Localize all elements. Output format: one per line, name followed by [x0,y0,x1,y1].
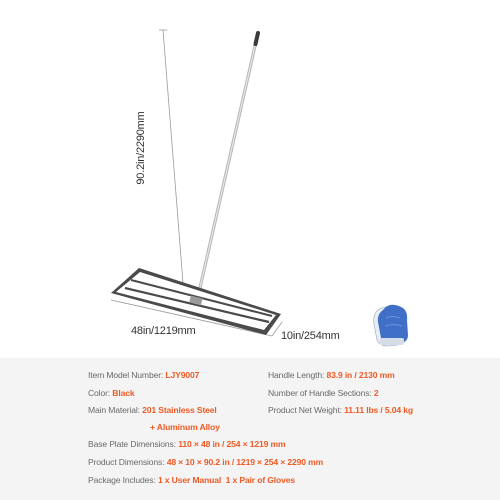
spec-value: 2 [373,388,379,398]
spec-value: + Aluminum Alloy [150,422,220,432]
spec-label: Product Dimensions: [88,457,165,467]
spec-value: 110 × 48 in / 254 × 1219 mm [178,439,286,449]
spec-value: 48 × 10 × 90.2 in / 1219 × 254 × 2290 mm [166,457,324,467]
spec-base-plate [88,439,285,449]
spec-label: Handle Length: [268,370,325,380]
spec-label: Number of Handle Sections: [268,388,372,398]
spec-label: Product Net Weight: [268,405,342,415]
spec-value: 201 Stainless Steel [142,405,217,415]
width-dimension-label: 48in/1219mm [131,325,196,337]
spec-model-number [88,370,199,380]
spec-value: 11.11 lbs / 5.04 kg [344,405,413,415]
specifications-panel [0,358,500,500]
spec-net-weight [268,405,413,415]
spec-main-material-cont [150,422,220,432]
spec-product-dimensions [88,457,323,467]
spec-value: 1 x User Manual [157,475,222,485]
spec-label: Main Material: [88,405,140,415]
spec-label: Base Plate Dimensions: [88,439,176,449]
spec-value: Black [112,388,135,398]
rake-handle [197,33,258,301]
height-dimension-label: 90.2in/2290mm [135,111,147,185]
spec-value: 83.9 in / 2130 mm [326,370,395,380]
spec-value: 1 x Pair of Gloves [225,475,296,485]
handle-grip [256,33,259,44]
spec-label: Package Includes: [88,475,156,485]
spec-label: Color: [88,388,111,398]
depth-dimension-label: 10in/254mm [281,330,340,342]
spec-main-material [88,405,217,415]
spec-package-includes [88,475,295,485]
spec-handle-sections [268,388,378,398]
spec-color [88,388,134,398]
spec-handle-length [268,370,395,380]
height-dimension-line [163,30,183,283]
spec-label: Item Model Number: [88,370,164,380]
spec-value: LJY9007 [165,370,200,380]
gloves-image [374,305,408,346]
